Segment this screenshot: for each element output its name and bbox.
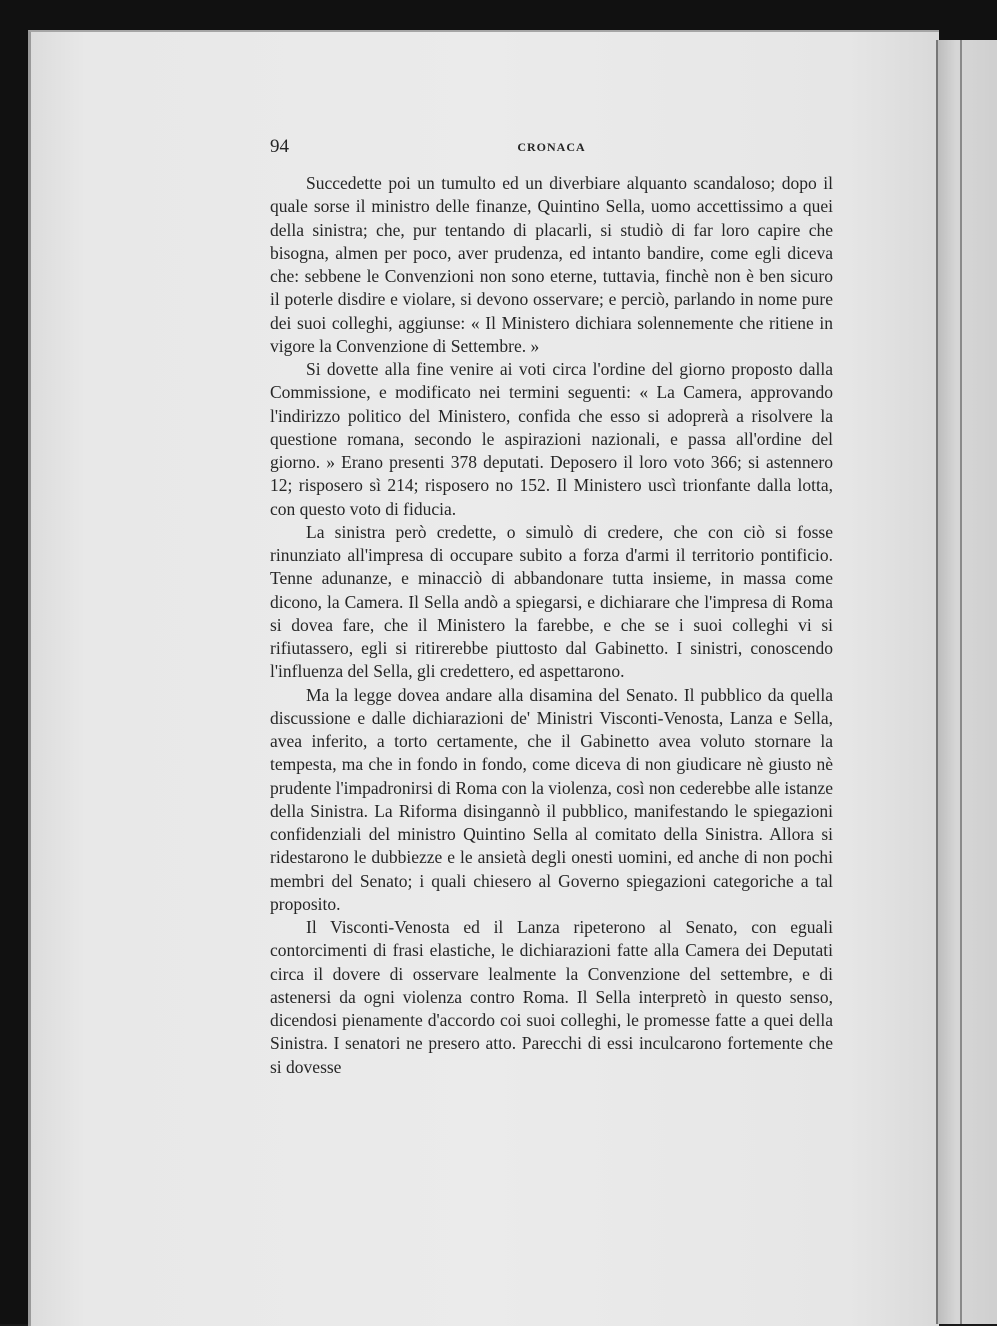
paragraph: Ma la legge dovea andare alla disamina del Senato. Il pubblico da quella discussione e dalle dichiarazioni de' Ministri Visconti-Venosta, Lanza e Sella, avea inferito, a torto certamente, che il Gabinetto avea voluto stornare la tempesta, ma che in fondo in fondo, come diceva di non giudicare nè giusto nè prudente l'impadronirsi di Roma con la violenza, così non cederebbe alle istanze della Sinistra. La Riforma disingannò il pubblico, manifestando le spiegazioni confidenziali del ministro Quintino Sella al comitato della Sinistra. Allora si ridestarono le dubbiezze e le ansietà degli onesti uomini, ed anche di non pochi membri del Senato; i quali chiesero al Governo spiegazioni categoriche a tal proposito. — [270, 684, 833, 914]
paragraph: Si dovette alla fine venire ai voti circa l'ordine del giorno proposto dalla Commissione, e modificato nei termini seguenti: « La Camera, approvando l'indirizzo politico del Ministero, confida che esso si adoprerà a risolvere la questione romana, secondo le aspirazioni nazionali, e passa all'ordine del giorno. » Erano presenti 378 deputati. Deposero il loro voto 366; si astennero 12; risposero sì 214; risposero no 152. Il Ministero uscì trionfante dalla lotta, con questo voto di fiducia. — [270, 359, 833, 519]
running-head: CRONACA — [517, 140, 586, 154]
adjacent-page-edge — [936, 40, 997, 1324]
page-gutter-line — [960, 40, 962, 1324]
paragraph: Succedette poi un tumulto ed un diverbiare alquanto scandaloso; dopo il quale sorse il ministro delle finanze, Quintino Sella, uomo accettissimo a quei della sinistra; che, pur tentando di placarli, si studiò di far loro capire che bisogna, almen per poco, aver prudenza, ed intanto bandire, come egli diceva che: sebbene le Convenzioni non sono eterne, tuttavia, finchè non è ben sicuro il poterle disdire e violare, si devono osservare; e perciò, parlando in nome pure dei suoi colleghi, aggiunse: « Il Ministero dichiara solennemente che ritiene in vigore la Convenzione di Settembre. » — [270, 173, 833, 356]
page-header — [270, 134, 833, 164]
page-number: 94 — [270, 136, 289, 157]
paragraph: Il Visconti-Venosta ed il Lanza ripeterono al Senato, con eguali contorcimenti di frasi elastiche, le dichiarazioni fatte alla Camera dei Deputati circa il dovere di osservare lealmente la Convenzione del settembre, e di astenersi da ogni violenza contro Roma. Il Sella interpretò in questo senso, dicendosi pienamente d'accordo coi suoi colleghi, le promesse fatte a quei della Sinistra. I senatori ne presero atto. Parecchi di essi inculcarono fortemente che si dovesse — [270, 917, 833, 1077]
paragraph: La sinistra però credette, o simulò di credere, che con ciò si fosse rinunziato all'impresa di occupare subito a forza d'armi il territorio pontificio. Tenne adunanze, e minacciò di abbandonare tutta insieme, in massa come dicono, la Camera. Il Sella andò a spiegarsi, e dichiarare che l'impresa di Roma si dovea fare, che il Ministero la farebbe, e che se i suoi colleghi vi si rifiutassero, egli si ritirerebbe piuttosto dal Gabinetto. I sinistri, conoscendo l'influenza del Sella, gli credettero, ed aspettarono. — [270, 521, 833, 682]
body-text — [270, 172, 833, 1079]
